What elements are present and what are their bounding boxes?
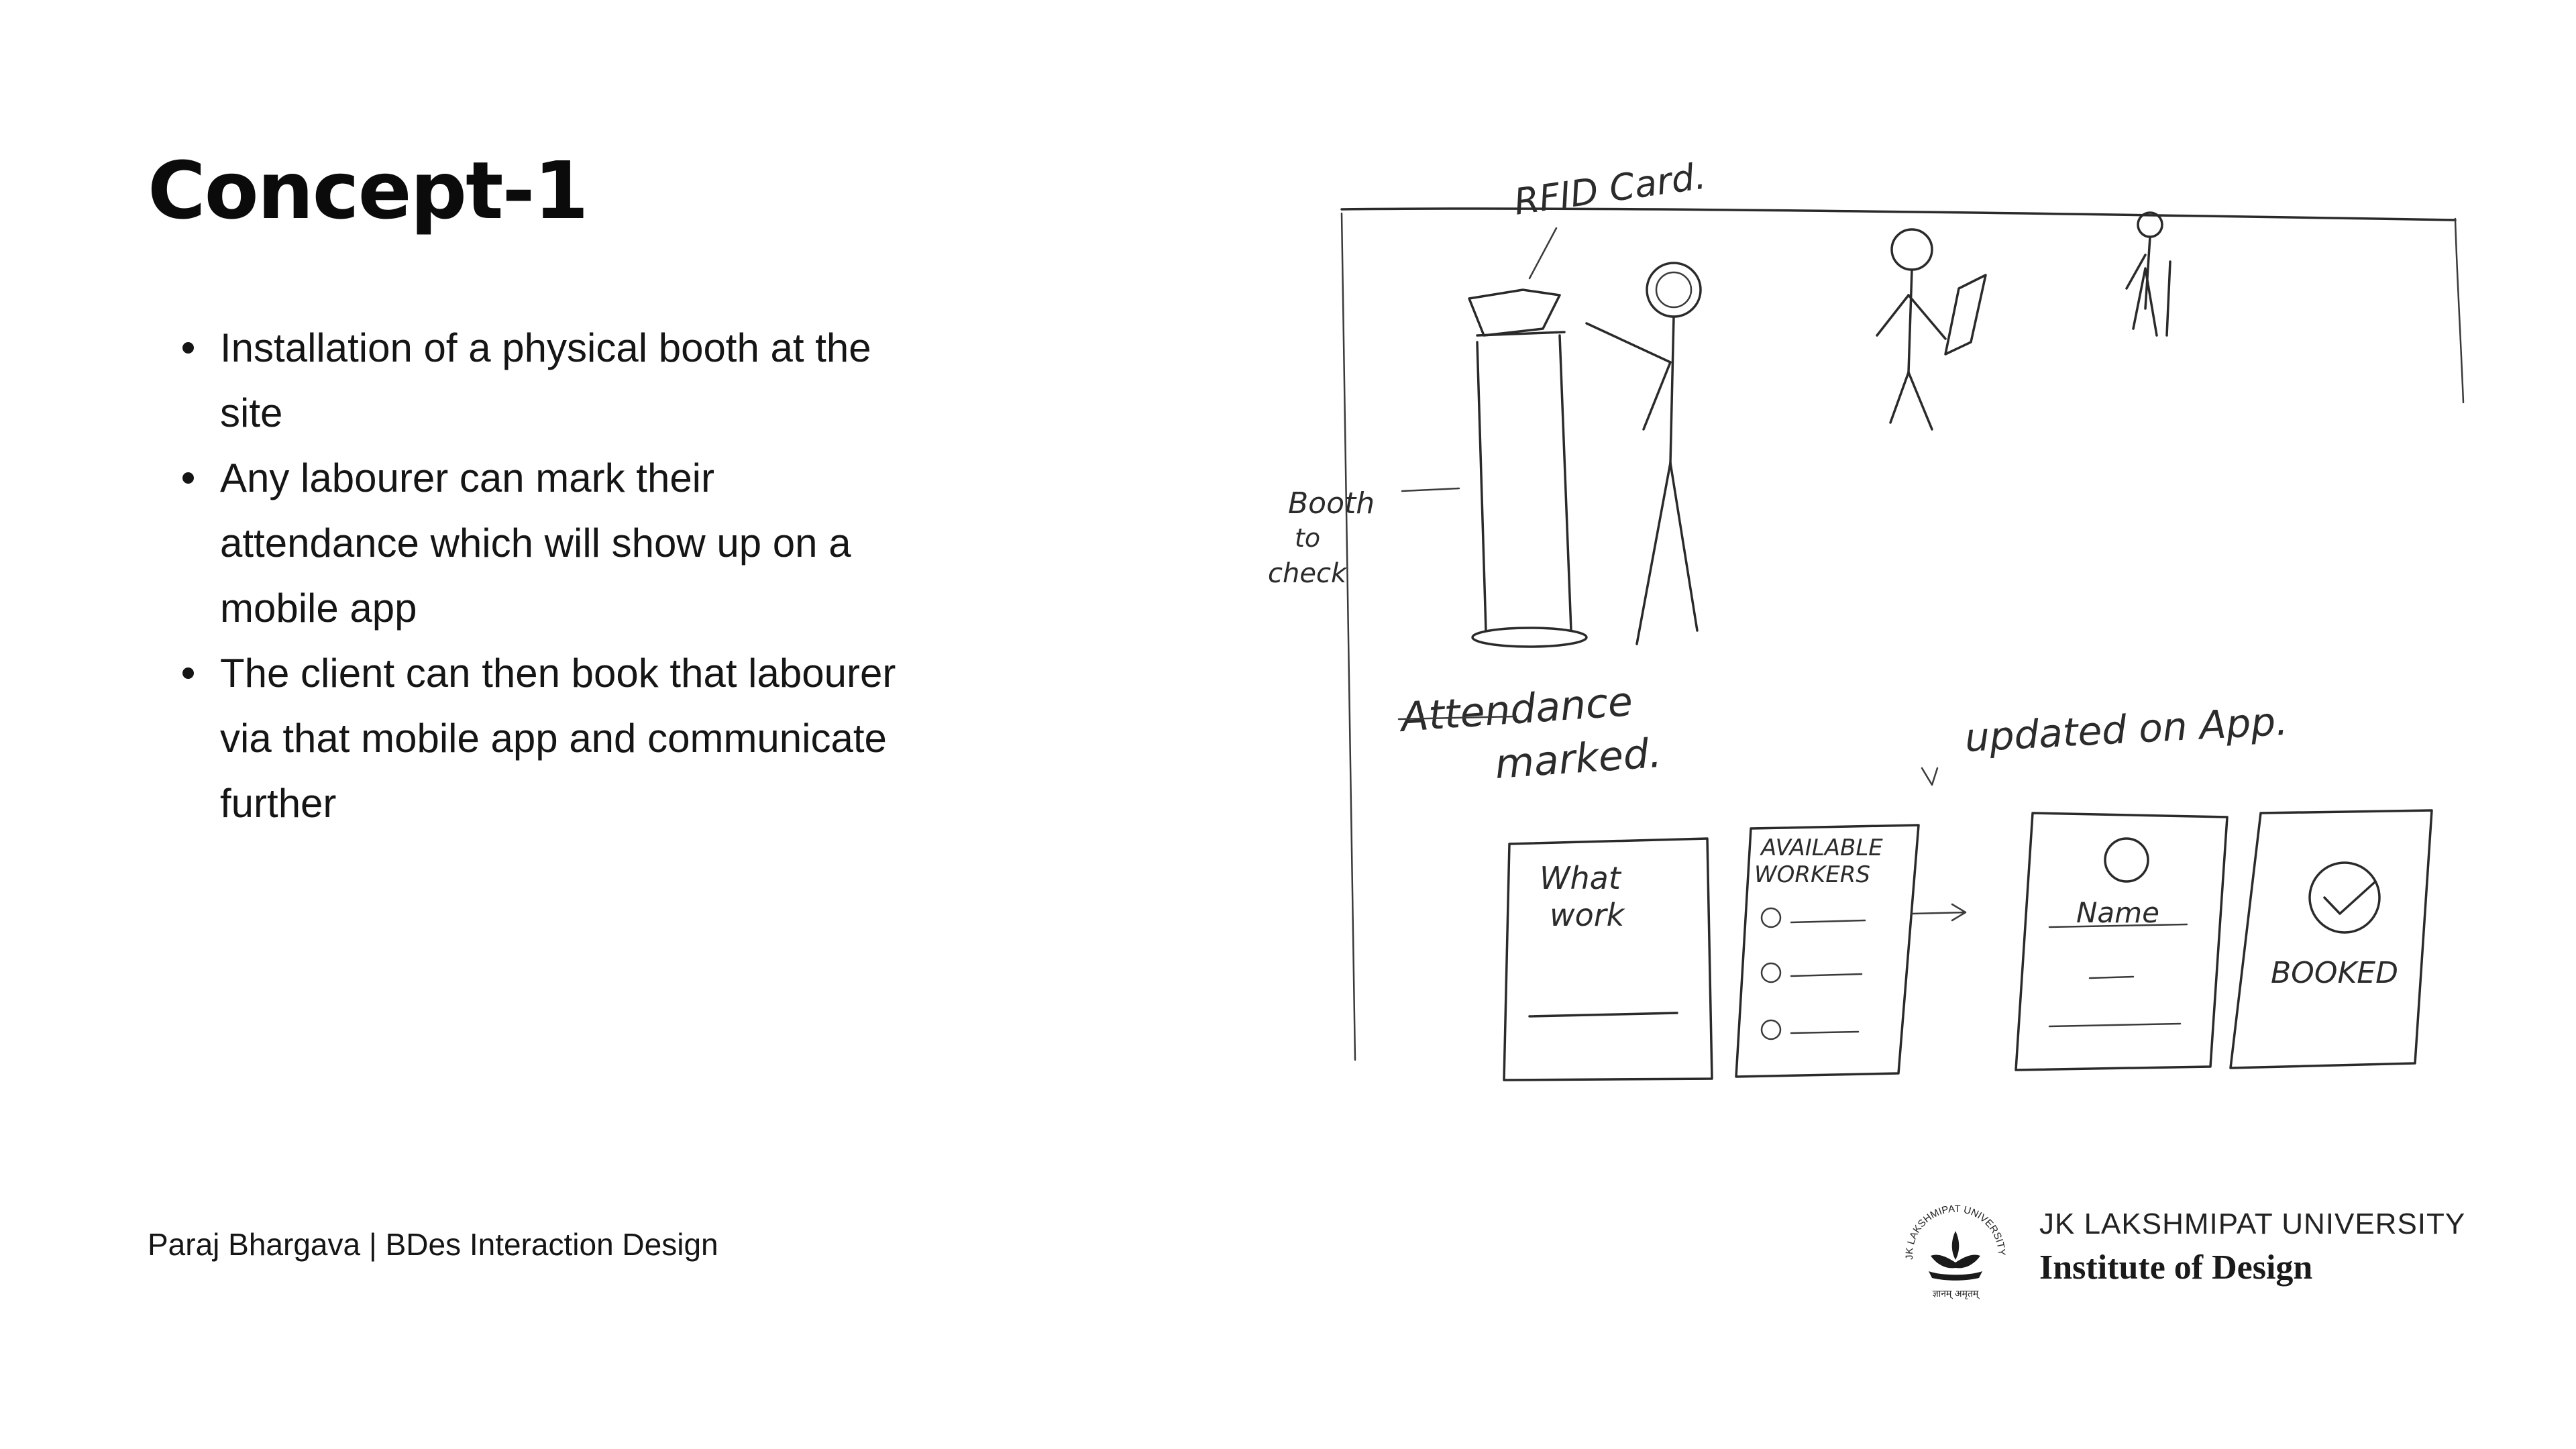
rfid-pointer xyxy=(1529,228,1556,278)
sketch-frame-right xyxy=(2455,219,2463,402)
workers-text: WORKERS xyxy=(1754,861,1870,888)
attendance-label-2: marked. xyxy=(1493,729,1664,788)
svg-text:JK LAKSHMIPAT UNIVERSITY: JK LAKSHMIPAT UNIVERSITY xyxy=(1903,1203,2008,1260)
check-mark xyxy=(1922,768,1937,785)
seal-motto: ज्ञानम् अमृतम् xyxy=(1932,1289,1979,1299)
bullet-list xyxy=(181,315,904,836)
concept-sketch xyxy=(1234,134,2482,1100)
screen-work-text: work xyxy=(1550,897,1625,933)
available-text: AVAILABLE xyxy=(1761,835,1883,861)
bullet-item: Installation of a physical booth at the site xyxy=(220,315,904,445)
institute-name: Institute of Design xyxy=(2039,1248,2313,1287)
profile-name-text: Name xyxy=(2076,896,2159,929)
screen-booked xyxy=(2231,810,2432,1068)
booth-label-check: check xyxy=(1268,558,1347,589)
author-credit: Paraj Bhargava | BDes Interaction Design xyxy=(148,1227,718,1262)
person-with-phone xyxy=(1877,229,1986,429)
flow-arrow xyxy=(1912,904,1966,920)
booked-text: BOOKED xyxy=(2271,956,2398,990)
updated-label: updated on App. xyxy=(1964,698,2290,761)
bullet-item: Any labourer can mark their attendance which will show up on a mobile app xyxy=(220,445,904,641)
booth-arrow xyxy=(1402,488,1459,491)
university-logo xyxy=(1898,1201,2466,1308)
booth-drawing xyxy=(1469,290,1587,647)
person-at-booth xyxy=(1587,263,1701,644)
bullet-item: The client can then book that labourer via that mobile app and communicate further xyxy=(220,641,904,836)
screen-what-text: What xyxy=(1540,860,1621,896)
university-name: JK LAKSHMIPAT UNIVERSITY xyxy=(2039,1208,2466,1240)
screen-worker-profile xyxy=(2016,813,2227,1070)
sketch-frame-top xyxy=(1342,209,2455,220)
screen-what-work xyxy=(1504,839,1712,1080)
booth-label-to: to xyxy=(1295,523,1321,553)
screen-available-workers xyxy=(1736,825,1919,1077)
rfid-label: RFID Card. xyxy=(1511,154,1709,223)
university-seal-icon xyxy=(1898,1201,2012,1308)
booth-label: Booth xyxy=(1288,486,1375,521)
sketch-frame-left xyxy=(1342,213,1355,1060)
distant-person xyxy=(2127,213,2170,335)
attendance-label-1: Attendance xyxy=(1399,678,1635,741)
slide-title: Concept-1 xyxy=(148,144,588,237)
